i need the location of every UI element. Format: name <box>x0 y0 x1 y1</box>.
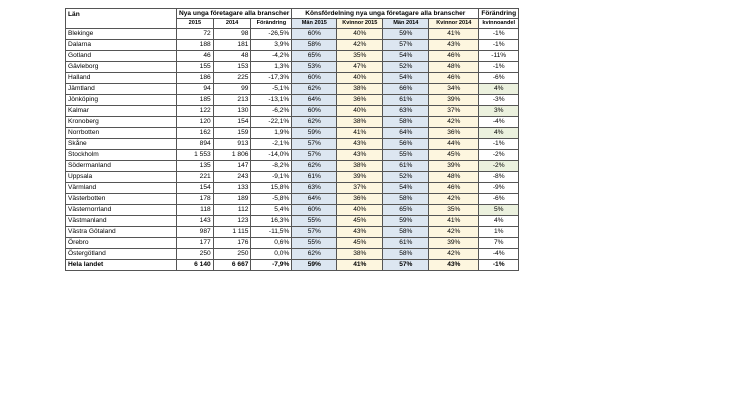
cell-man2015: 61% <box>292 172 337 183</box>
cell-man2014: 66% <box>383 84 429 95</box>
cell-y2014: 1 115 <box>213 227 251 238</box>
cell-y2015: 143 <box>177 216 214 227</box>
cell-lan: Jönköping <box>66 95 177 106</box>
cell-forandring: -4,2% <box>251 51 292 62</box>
forandring-kv-header-2: kvinnoandel <box>479 19 519 29</box>
table-row <box>66 62 519 73</box>
forandring-header: Förändring <box>251 19 292 29</box>
cell-man2015: 60% <box>292 205 337 216</box>
cell-forandring: 5,4% <box>251 205 292 216</box>
table-row <box>66 106 519 117</box>
cell-man2015: 59% <box>292 260 337 271</box>
cell-lan: Gävleborg <box>66 62 177 73</box>
cell-kvinnor2015: 41% <box>337 260 383 271</box>
cell-lan: Halland <box>66 73 177 84</box>
kon-group-header: Könsfördelning nya unga företagare alla branscher <box>292 9 479 19</box>
table-row <box>66 249 519 260</box>
cell-kvinnor2015: 43% <box>337 139 383 150</box>
cell-lan: Västmanland <box>66 216 177 227</box>
cell-y2015: 72 <box>177 29 214 40</box>
cell-y2015: 221 <box>177 172 214 183</box>
cell-forandring: -13,1% <box>251 95 292 106</box>
cell-man2015: 60% <box>292 73 337 84</box>
nya-group-header: Nya unga företagare alla branscher <box>177 9 292 19</box>
cell-kvinnor2014: 43% <box>429 260 479 271</box>
cell-y2015: 185 <box>177 95 214 106</box>
cell-man2014: 58% <box>383 249 429 260</box>
cell-man2014: 58% <box>383 117 429 128</box>
table-row <box>66 40 519 51</box>
cell-lan: Västerbotten <box>66 194 177 205</box>
cell-y2014: 243 <box>213 172 251 183</box>
cell-man2015: 55% <box>292 216 337 227</box>
cell-forandring: -8,2% <box>251 161 292 172</box>
cell-kvinnoandel: -9% <box>479 183 519 194</box>
cell-y2015: 987 <box>177 227 214 238</box>
cell-kvinnoandel: -2% <box>479 150 519 161</box>
total-row <box>66 260 519 271</box>
cell-kvinnoandel: -8% <box>479 172 519 183</box>
cell-man2015: 59% <box>292 128 337 139</box>
cell-kvinnoandel: -1% <box>479 40 519 51</box>
cell-forandring: -6,2% <box>251 106 292 117</box>
cell-kvinnoandel: -4% <box>479 249 519 260</box>
cell-man2014: 63% <box>383 106 429 117</box>
cell-lan: Södermanland <box>66 161 177 172</box>
cell-lan: Stockholm <box>66 150 177 161</box>
cell-kvinnor2014: 42% <box>429 227 479 238</box>
kvinnor2014-header: Kvinnor 2014 <box>429 19 479 29</box>
cell-kvinnoandel: 1% <box>479 227 519 238</box>
cell-kvinnor2014: 48% <box>429 62 479 73</box>
cell-lan: Skåne <box>66 139 177 150</box>
county-statistics-table <box>65 8 519 271</box>
cell-kvinnor2015: 38% <box>337 117 383 128</box>
cell-y2014: 48 <box>213 51 251 62</box>
cell-man2014: 59% <box>383 29 429 40</box>
cell-y2015: 120 <box>177 117 214 128</box>
cell-y2015: 178 <box>177 194 214 205</box>
cell-y2015: 94 <box>177 84 214 95</box>
cell-man2015: 62% <box>292 117 337 128</box>
cell-lan: Östergötland <box>66 249 177 260</box>
cell-kvinnor2014: 41% <box>429 29 479 40</box>
cell-y2015: 118 <box>177 205 214 216</box>
cell-kvinnor2015: 38% <box>337 161 383 172</box>
cell-kvinnor2014: 35% <box>429 205 479 216</box>
cell-y2015: 6 140 <box>177 260 214 271</box>
cell-forandring: 1,3% <box>251 62 292 73</box>
cell-y2015: 1 553 <box>177 150 214 161</box>
cell-kvinnor2014: 34% <box>429 84 479 95</box>
cell-kvinnor2015: 39% <box>337 172 383 183</box>
cell-forandring: -14,0% <box>251 150 292 161</box>
header-row-1 <box>66 9 519 19</box>
cell-kvinnor2015: 37% <box>337 183 383 194</box>
cell-kvinnor2015: 43% <box>337 150 383 161</box>
cell-kvinnor2014: 39% <box>429 161 479 172</box>
cell-man2015: 62% <box>292 249 337 260</box>
cell-man2015: 58% <box>292 40 337 51</box>
cell-kvinnor2014: 48% <box>429 172 479 183</box>
cell-lan: Värmland <box>66 183 177 194</box>
man2015-header: Män 2015 <box>292 19 337 29</box>
cell-man2014: 58% <box>383 194 429 205</box>
cell-kvinnor2015: 38% <box>337 84 383 95</box>
cell-forandring: 1,9% <box>251 128 292 139</box>
cell-man2015: 64% <box>292 194 337 205</box>
cell-kvinnor2015: 35% <box>337 51 383 62</box>
table-row <box>66 95 519 106</box>
cell-y2014: 98 <box>213 29 251 40</box>
cell-kvinnor2015: 45% <box>337 238 383 249</box>
cell-y2015: 122 <box>177 106 214 117</box>
cell-man2014: 54% <box>383 183 429 194</box>
cell-kvinnoandel: -2% <box>479 161 519 172</box>
cell-forandring: 16,3% <box>251 216 292 227</box>
cell-kvinnoandel: 7% <box>479 238 519 249</box>
cell-lan: Blekinge <box>66 29 177 40</box>
cell-man2015: 64% <box>292 95 337 106</box>
cell-kvinnoandel: -1% <box>479 260 519 271</box>
cell-y2014: 1 806 <box>213 150 251 161</box>
cell-forandring: -5,1% <box>251 84 292 95</box>
cell-lan: Örebro <box>66 238 177 249</box>
forandring-kv-header-1: Förändring <box>479 9 519 19</box>
table-row <box>66 139 519 150</box>
cell-y2014: 159 <box>213 128 251 139</box>
table-row <box>66 194 519 205</box>
cell-kvinnoandel: 4% <box>479 128 519 139</box>
cell-y2015: 154 <box>177 183 214 194</box>
cell-y2014: 250 <box>213 249 251 260</box>
cell-man2015: 57% <box>292 150 337 161</box>
cell-man2014: 61% <box>383 95 429 106</box>
table-row <box>66 84 519 95</box>
cell-man2014: 57% <box>383 260 429 271</box>
cell-forandring: -26,5% <box>251 29 292 40</box>
cell-kvinnor2015: 43% <box>337 227 383 238</box>
cell-y2014: 189 <box>213 194 251 205</box>
table-row <box>66 205 519 216</box>
cell-kvinnoandel: -1% <box>479 29 519 40</box>
cell-man2014: 52% <box>383 172 429 183</box>
cell-lan: Kalmar <box>66 106 177 117</box>
cell-kvinnor2014: 39% <box>429 95 479 106</box>
cell-man2014: 61% <box>383 238 429 249</box>
cell-man2014: 54% <box>383 51 429 62</box>
cell-man2014: 61% <box>383 161 429 172</box>
table-row <box>66 117 519 128</box>
kvinnor2015-header: Kvinnor 2015 <box>337 19 383 29</box>
cell-lan: Hela landet <box>66 260 177 271</box>
cell-y2014: 913 <box>213 139 251 150</box>
cell-kvinnoandel: -3% <box>479 95 519 106</box>
cell-kvinnoandel: -11% <box>479 51 519 62</box>
table-row <box>66 29 519 40</box>
cell-kvinnoandel: 4% <box>479 216 519 227</box>
cell-y2015: 135 <box>177 161 214 172</box>
cell-y2015: 186 <box>177 73 214 84</box>
cell-man2015: 53% <box>292 62 337 73</box>
cell-y2014: 225 <box>213 73 251 84</box>
cell-forandring: -11,5% <box>251 227 292 238</box>
cell-man2015: 65% <box>292 51 337 62</box>
cell-kvinnor2015: 45% <box>337 216 383 227</box>
cell-y2014: 130 <box>213 106 251 117</box>
cell-lan: Kronoberg <box>66 117 177 128</box>
table-row <box>66 216 519 227</box>
cell-kvinnor2014: 44% <box>429 139 479 150</box>
cell-y2015: 162 <box>177 128 214 139</box>
cell-kvinnoandel: 3% <box>479 106 519 117</box>
cell-y2015: 188 <box>177 40 214 51</box>
cell-kvinnor2014: 46% <box>429 51 479 62</box>
table-row <box>66 172 519 183</box>
table-row <box>66 183 519 194</box>
cell-man2015: 62% <box>292 84 337 95</box>
cell-kvinnor2014: 36% <box>429 128 479 139</box>
cell-kvinnor2014: 43% <box>429 40 479 51</box>
cell-kvinnor2015: 40% <box>337 73 383 84</box>
cell-forandring: -2,1% <box>251 139 292 150</box>
cell-kvinnor2015: 42% <box>337 40 383 51</box>
table-row <box>66 128 519 139</box>
cell-kvinnor2015: 40% <box>337 106 383 117</box>
cell-man2015: 63% <box>292 183 337 194</box>
cell-kvinnor2015: 40% <box>337 29 383 40</box>
table-row <box>66 227 519 238</box>
cell-y2015: 46 <box>177 51 214 62</box>
cell-kvinnor2015: 36% <box>337 194 383 205</box>
cell-forandring: -5,8% <box>251 194 292 205</box>
cell-lan: Västra Götaland <box>66 227 177 238</box>
cell-kvinnor2014: 45% <box>429 150 479 161</box>
cell-y2015: 250 <box>177 249 214 260</box>
cell-kvinnor2015: 36% <box>337 95 383 106</box>
cell-man2014: 58% <box>383 227 429 238</box>
cell-man2015: 62% <box>292 161 337 172</box>
cell-kvinnoandel: -6% <box>479 194 519 205</box>
cell-kvinnoandel: -1% <box>479 139 519 150</box>
cell-y2014: 112 <box>213 205 251 216</box>
cell-man2015: 60% <box>292 29 337 40</box>
cell-lan: Dalarna <box>66 40 177 51</box>
cell-kvinnor2014: 39% <box>429 238 479 249</box>
table-row <box>66 238 519 249</box>
cell-man2014: 55% <box>383 150 429 161</box>
cell-y2014: 6 667 <box>213 260 251 271</box>
cell-forandring: -9,1% <box>251 172 292 183</box>
cell-y2015: 155 <box>177 62 214 73</box>
cell-kvinnor2015: 41% <box>337 128 383 139</box>
cell-y2014: 99 <box>213 84 251 95</box>
cell-kvinnor2014: 37% <box>429 106 479 117</box>
cell-kvinnoandel: -6% <box>479 73 519 84</box>
cell-man2014: 64% <box>383 128 429 139</box>
cell-kvinnor2014: 41% <box>429 216 479 227</box>
y2014-header: 2014 <box>213 19 251 29</box>
cell-man2014: 65% <box>383 205 429 216</box>
cell-man2014: 57% <box>383 40 429 51</box>
cell-lan: Norrbotten <box>66 128 177 139</box>
cell-kvinnor2014: 46% <box>429 183 479 194</box>
cell-kvinnor2014: 46% <box>429 73 479 84</box>
cell-man2015: 60% <box>292 106 337 117</box>
cell-y2014: 181 <box>213 40 251 51</box>
cell-y2014: 213 <box>213 95 251 106</box>
cell-man2015: 57% <box>292 227 337 238</box>
table-row <box>66 51 519 62</box>
cell-lan: Gotland <box>66 51 177 62</box>
cell-y2014: 133 <box>213 183 251 194</box>
cell-man2015: 57% <box>292 139 337 150</box>
y2015-header: 2015 <box>177 19 214 29</box>
cell-y2014: 123 <box>213 216 251 227</box>
cell-man2014: 54% <box>383 73 429 84</box>
cell-forandring: 0,6% <box>251 238 292 249</box>
cell-man2014: 52% <box>383 62 429 73</box>
cell-forandring: -17,3% <box>251 73 292 84</box>
cell-kvinnoandel: 4% <box>479 84 519 95</box>
cell-kvinnoandel: -4% <box>479 117 519 128</box>
cell-kvinnor2015: 38% <box>337 249 383 260</box>
cell-y2015: 894 <box>177 139 214 150</box>
cell-man2014: 56% <box>383 139 429 150</box>
cell-kvinnor2014: 42% <box>429 117 479 128</box>
cell-forandring: -7,9% <box>251 260 292 271</box>
cell-y2014: 153 <box>213 62 251 73</box>
cell-y2014: 154 <box>213 117 251 128</box>
cell-lan: Jämtland <box>66 84 177 95</box>
cell-kvinnoandel: 5% <box>479 205 519 216</box>
cell-kvinnor2014: 42% <box>429 194 479 205</box>
cell-forandring: 0,0% <box>251 249 292 260</box>
cell-lan: Uppsala <box>66 172 177 183</box>
cell-forandring: -22,1% <box>251 117 292 128</box>
cell-kvinnor2014: 42% <box>429 249 479 260</box>
table-row <box>66 150 519 161</box>
cell-y2015: 177 <box>177 238 214 249</box>
cell-forandring: 3,9% <box>251 40 292 51</box>
cell-forandring: 15,8% <box>251 183 292 194</box>
cell-man2014: 59% <box>383 216 429 227</box>
cell-y2014: 147 <box>213 161 251 172</box>
man2014-header: Män 2014 <box>383 19 429 29</box>
cell-y2014: 176 <box>213 238 251 249</box>
table-row <box>66 161 519 172</box>
cell-kvinnoandel: -1% <box>479 62 519 73</box>
cell-man2015: 55% <box>292 238 337 249</box>
cell-lan: Västernorrland <box>66 205 177 216</box>
cell-kvinnor2015: 47% <box>337 62 383 73</box>
table-row <box>66 73 519 84</box>
cell-kvinnor2015: 40% <box>337 205 383 216</box>
lan-header: Län <box>66 9 177 29</box>
